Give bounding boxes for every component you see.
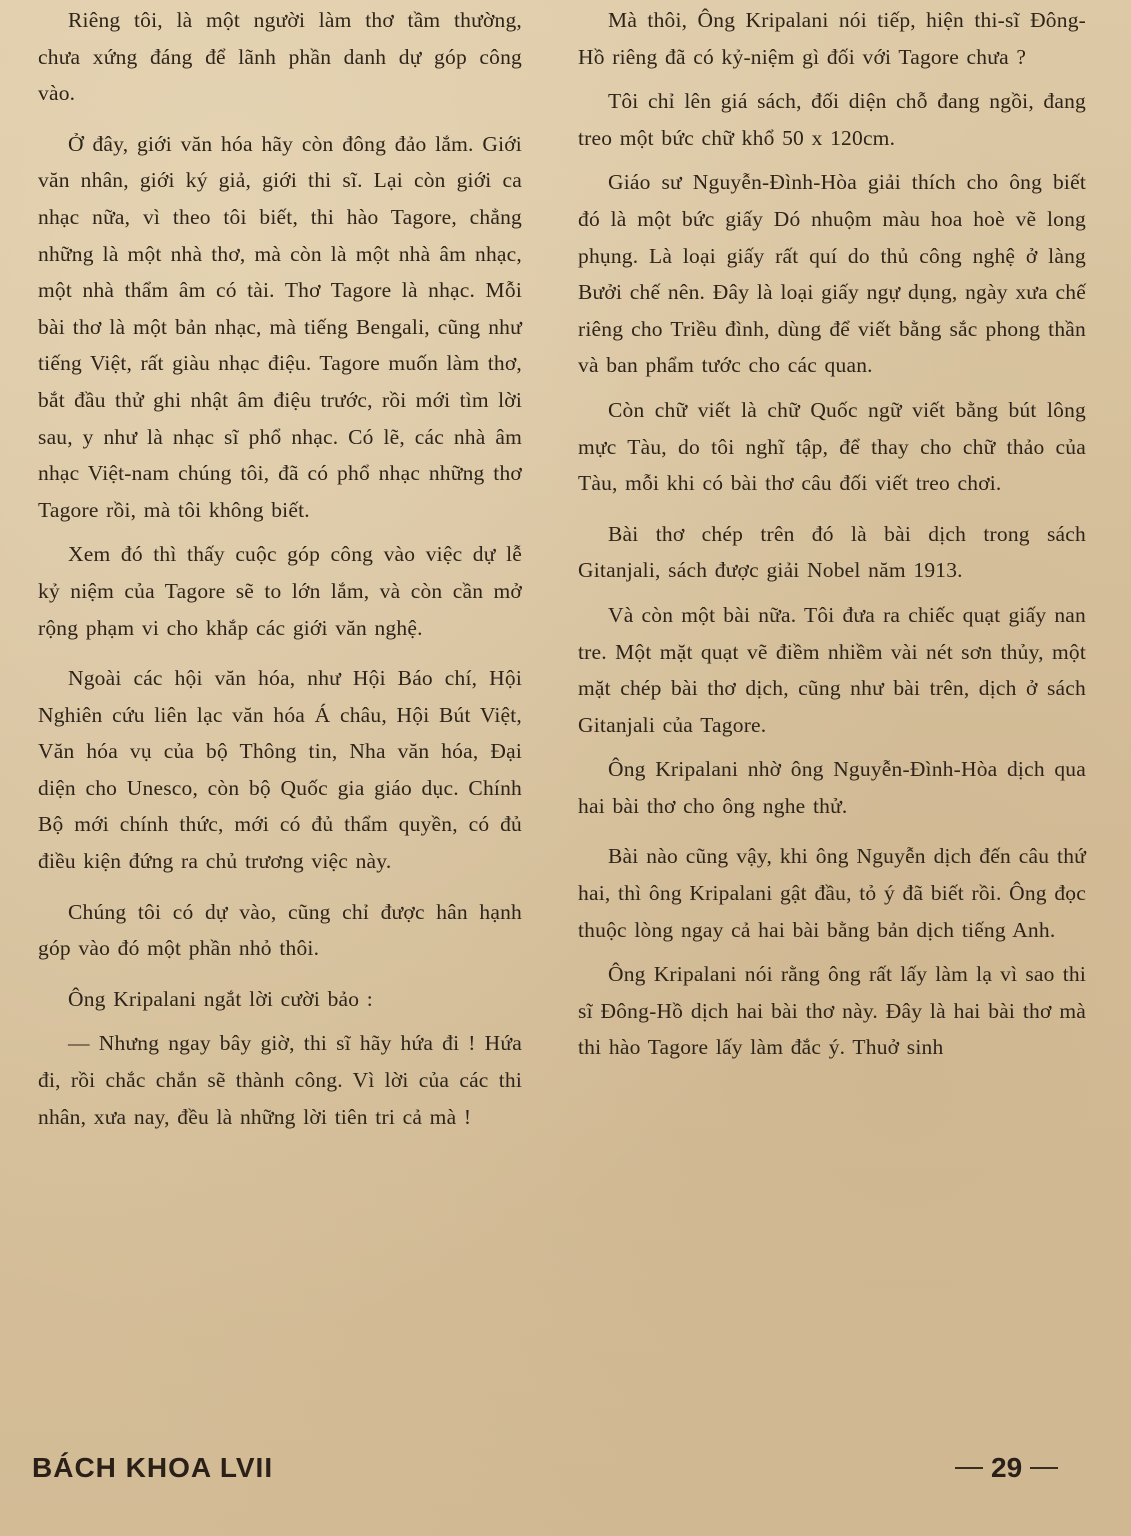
paragraph: Bài nào cũng vậy, khi ông Nguyễn dịch đến câu thứ hai, thì ông Kripalani gật đầu, tỏ ý đã biết rồi. Ông đọc thuộc lòng ngay cả hai bài bằng bản dịch tiếng Anh. — [578, 844, 1086, 942]
paragraph: Chúng tôi có dự vào, cũng chỉ được hân hạnh góp vào đó một phần nhỏ thôi. — [38, 899, 522, 961]
divider — [955, 1467, 983, 1469]
paragraph: Ông Kripalani nhờ ông Nguyễn-Đình-Hòa dịch qua hai bài thơ cho ông nghe thử. — [578, 757, 1086, 818]
paragraph: Tôi chỉ lên giá sách, đối diện chỗ đang ngồi, đang treo một bức chữ khổ 50 x 120cm. — [578, 89, 1086, 150]
page-number: 29 — [991, 1452, 1023, 1483]
right-column — [578, 2, 1086, 1066]
paragraph: Ông Kripalani nói rằng ông rất lấy làm lạ vì sao thi sĩ Đông-Hồ dịch hai bài thơ này. Đây là hai bài thơ mà thi hào Tagore lấy làm đắc ý. Thuở sinh — [578, 962, 1086, 1060]
paragraph: Còn chữ viết là chữ Quốc ngữ viết bằng bút lông mực Tàu, do tôi nghĩ tập, để thay cho chữ thảo của Tàu, mỗi khi có bài thơ câu đối viết treo chơi. — [578, 397, 1086, 496]
paragraph: Ông Kripalani ngắt lời cười bảo : — [68, 986, 373, 1011]
paragraph: Và còn một bài nữa. Tôi đưa ra chiếc quạt giấy nan tre. Một mặt quạt vẽ điềm nhiềm vài nét sơn thủy, một mặt chép bài thơ dịch, cũng như bài trên, dịch ở sách Gitanjali của Tagore. — [578, 602, 1086, 737]
magazine-title: BÁCH KHOA LVII — [32, 1452, 274, 1483]
divider — [1030, 1467, 1058, 1469]
left-column — [38, 2, 522, 1135]
paragraph: Mà thôi, Ông Kripalani nói tiếp, hiện thi-sĩ Đông-Hồ riêng đã có kỷ-niệm gì đối với Tagore chưa ? — [578, 8, 1086, 69]
paragraph: Giáo sư Nguyễn-Đình-Hòa giải thích cho ông biết đó là một bức giấy Dó nhuộm màu hoa hoè vẽ long phụng. Là loại giấy rất quí do thủ công nghệ ở làng Bưởi chế nên. Đây là loại giấy ngự dụng, ngày xưa chế riêng cho Triều đình, dùng để viết bằng sắc phong thần và ban phẩm tước cho các quan. — [578, 170, 1086, 378]
paragraph: Xem đó thì thấy cuộc góp công vào việc dự lễ kỷ niệm của Tagore sẽ to lớn lắm, và còn cần mở rộng phạm vi cho khắp các giới văn nghệ. — [38, 542, 522, 640]
page-number-block — [955, 1452, 1058, 1484]
paragraph: Ở đây, giới văn hóa hãy còn đông đảo lắm. Giới văn nhân, giới ký giả, giới thi sĩ. Lại còn giới ca nhạc nữa, vì theo tôi biết, thi hào Tagore, chẳng những là một nhà thơ, mà còn là một nhà âm nhạc, một nhà thẩm âm có tài. Thơ Tagore là nhạc. Mỗi bài thơ là một bản nhạc, mà tiếng Bengali, cũng như tiếng Việt, rất giàu nhạc điệu. Tagore muốn làm thơ, bắt đầu thử ghi nhật âm điệu trước, rồi mới tìm lời sau, y như là nhạc sĩ phổ nhạc. Có lẽ, các nhà âm nhạc Việt-nam chúng tôi, đã có phổ nhạc những thơ Tagore rồi, mà tôi không biết. — [38, 131, 522, 522]
paragraph: Bài thơ chép trên đó là bài dịch trong sách Gitanjali, sách được giải Nobel năm 1913. — [578, 521, 1086, 583]
paragraph: Riêng tôi, là một người làm thơ tầm thường, chưa xứng đáng để lãnh phần danh dự góp công vào. — [38, 8, 522, 106]
paragraph: — Nhưng ngay bây giờ, thi sĩ hãy hứa đi ! Hứa đi, rồi chắc chắn sẽ thành công. Vì lời của các thi nhân, xưa nay, đều là những lời tiên tri cả mà ! — [38, 1031, 522, 1129]
paragraph: Ngoài các hội văn hóa, như Hội Báo chí, Hội Nghiên cứu liên lạc văn hóa Á châu, Hội Bút Việt, Văn hóa vụ của bộ Thông tin, Nha văn hóa, Đại diện cho Unesco, còn bộ Quốc gia giáo dục. Chính Bộ mới chính thức, mới có đủ thẩm quyền, có đủ điều kiện đứng ra chủ trương việc này. — [38, 666, 522, 874]
